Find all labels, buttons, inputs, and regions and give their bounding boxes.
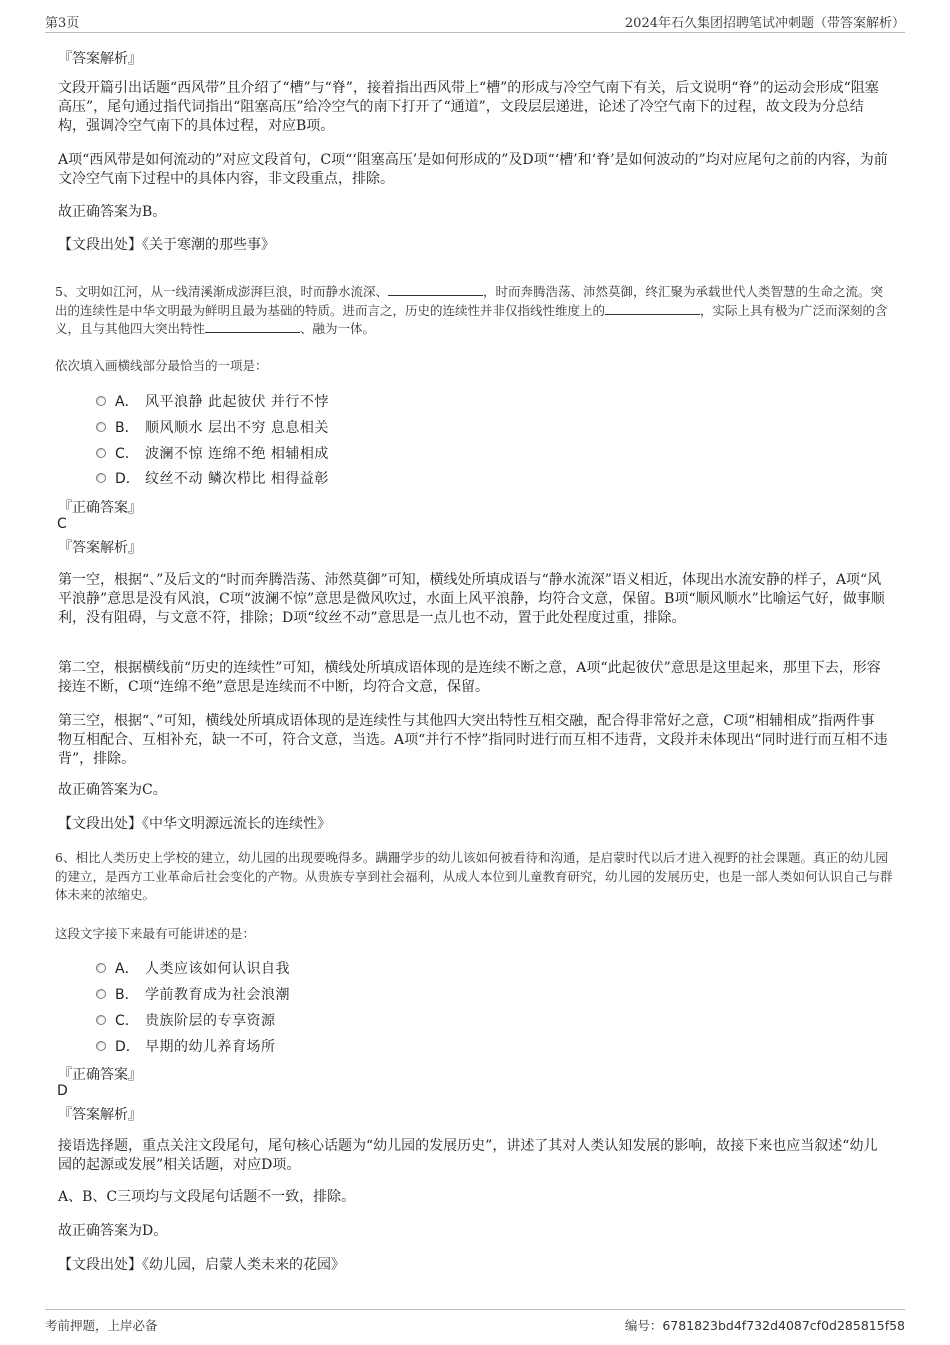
q5-analysis-para2: 第二空，根据横线前“历史的连续性”可知，横线处所填成语体现的是连续不断之意，A项“此起彼伏”意思是这里起来，那里下去，形容接连不断，C项“连绵不绝”意思是连续而不中断，均符合文意，保留。: [58, 660, 881, 695]
page-footer: [45, 1309, 905, 1336]
radio-icon[interactable]: [96, 1015, 106, 1025]
q5-option-a[interactable]: A． 风平浪静 此起彼伏 并行不悖: [96, 391, 329, 411]
radio-icon[interactable]: [96, 989, 106, 999]
page-header: [45, 10, 905, 33]
q6-option-a[interactable]: A． 人类应该如何认识自我: [96, 958, 290, 978]
q6-option-c[interactable]: C． 贵族阶层的专享资源: [96, 1010, 276, 1030]
q5-blank-2: [605, 302, 700, 315]
q4-analysis-label: 『答案解析』: [58, 51, 142, 67]
radio-icon[interactable]: [96, 396, 106, 406]
q5-blank-1: [388, 283, 483, 296]
q4-conclusion: 故正确答案为B。: [58, 204, 167, 220]
q6-analysis-para1: 接语选择题，重点关注文段尾句，尾句核心话题为“幼儿园的发展历史”，讲述了其对人类认知发展的影响，故接下来也应当叙述“幼儿园的起源或发展”相关话题，对应D项。: [58, 1138, 878, 1173]
q5-prompt: 依次填入画横线部分最恰当的一项是：: [55, 358, 268, 373]
q5-analysis-label: 『答案解析』: [58, 540, 142, 556]
q6-option-b[interactable]: B． 学前教育成为社会浪潮: [96, 984, 290, 1004]
page-number: 第3页: [45, 16, 80, 31]
q4-analysis-para1: 文段开篇引出话题“西风带”且介绍了“槽”与“脊”，接着指出西风带上“槽”的形成与冷空气南下有关，后文说明“脊”的运动会形成“阻塞高压”，尾句通过指代词指出“阻塞高压”给冷空气的南下打开了“通道”，文段层层递进，论述了冷空气南下的过程，故文段为分总结构，强调冷空气南下的具体过程，对应B项。: [58, 80, 879, 134]
footer-slogan: 考前押题，上岸必备: [45, 1318, 158, 1333]
radio-icon[interactable]: [96, 422, 106, 432]
radio-icon[interactable]: [96, 1041, 106, 1051]
q5-source: 【文段出处】《中华文明源远流长的连续性》: [58, 816, 331, 832]
q5-option-b[interactable]: B． 顺风顺水 层出不穷 息息相关: [96, 417, 329, 437]
q6-analysis-label: 『答案解析』: [58, 1107, 142, 1123]
q6-conclusion: 故正确答案为D。: [58, 1223, 168, 1239]
q4-source: 【文段出处】《关于寒潮的那些事》: [58, 237, 275, 253]
q5-blank-3: [205, 320, 300, 333]
q6-answer-label: 『正确答案』: [58, 1067, 142, 1083]
radio-icon[interactable]: [96, 473, 106, 483]
document-id: 编号：6781823bd4f732d4087cf0d285815f58: [624, 1318, 905, 1333]
q5-question-text: 5、文明如江河，从一线清溪渐成澎湃巨浪，时而静水流深、 ，时而奔腾浩荡、沛然莫御，终汇聚为承载世代人类智慧的生命之流。突出的连续性是中华文明最为鲜明且最为基础的特质。进而言之，历史的连续性并非仅指线性维度上的 ，实际上具有极为广泛而深刻的含义，且与其他四大突出特性 、融为一体。: [55, 284, 888, 336]
q6-prompt: 这段文字接下来最有可能讲述的是：: [55, 926, 256, 941]
q5-option-d[interactable]: D． 纹丝不动 鳞次栉比 相得益彰: [96, 468, 329, 488]
q5-answer-label: 『正确答案』: [58, 500, 142, 516]
q6-question-text: 6、相比人类历史上学校的建立，幼儿园的出现要晚得多。蹒跚学步的幼儿该如何被看待和沟通，是启蒙时代以后才进入视野的社会课题。真正的幼儿园的建立，是西方工业革命后社会变化的产物。从贵族专享到社会福利，从成人本位到儿童教育研究，幼儿园的发展历史，也是一部人类如何认识自己与群体未来的浓缩史。: [55, 850, 893, 902]
q5-conclusion: 故正确答案为C。: [58, 782, 167, 798]
q6-source: 【文段出处】《幼儿园，启蒙人类未来的花园》: [58, 1257, 345, 1273]
radio-icon[interactable]: [96, 963, 106, 973]
q6-option-d[interactable]: D． 早期的幼儿养育场所: [96, 1036, 276, 1056]
q5-answer: C: [57, 516, 67, 532]
q6-answer: D: [57, 1083, 68, 1099]
q5-analysis-para1: 第一空，根据“、”及后文的“时而奔腾浩荡、沛然莫御”可知，横线处所填成语与“静水流深”语义相近，体现出水流安静的样子，A项“风平浪静”意思是没有风浪，C项“波澜不惊”意思是微风吹过，水面上风平浪静，均符合文意，保留。B项“顺风顺水”比喻运气好，做事顺利，没有阻碍，与文意不符，排除；D项“纹丝不动”意思是一点儿也不动，置于此处程度过重，排除。: [58, 572, 885, 626]
q5-analysis-para3: 第三空，根据“、”可知，横线处所填成语体现的是连续性与其他四大突出特性互相交融，配合得非常好之意，C项“相辅相成”指两件事物互相配合、互相补充，缺一不可，符合文意，当选。A项“并行不悖”指同时进行而互相不违背，文段并未体现出“同时进行而互相不违背”，排除。: [58, 713, 888, 767]
q5-option-c[interactable]: C． 波澜不惊 连绵不绝 相辅相成: [96, 443, 329, 463]
q4-analysis-para2: A项“西风带是如何流动的”对应文段首句，C项“‘阻塞高压’是如何形成的”及D项“‘槽’和‘脊’是如何波动的”均对应尾句之前的内容，为前文冷空气南下过程中的具体内容，非文段重点，排除。: [58, 152, 888, 187]
document-title: 2024年石久集团招聘笔试冲刺题（带答案解析）: [624, 16, 905, 31]
q6-analysis-para2: A、B、C三项均与文段尾句话题不一致，排除。: [58, 1189, 356, 1205]
radio-icon[interactable]: [96, 448, 106, 458]
